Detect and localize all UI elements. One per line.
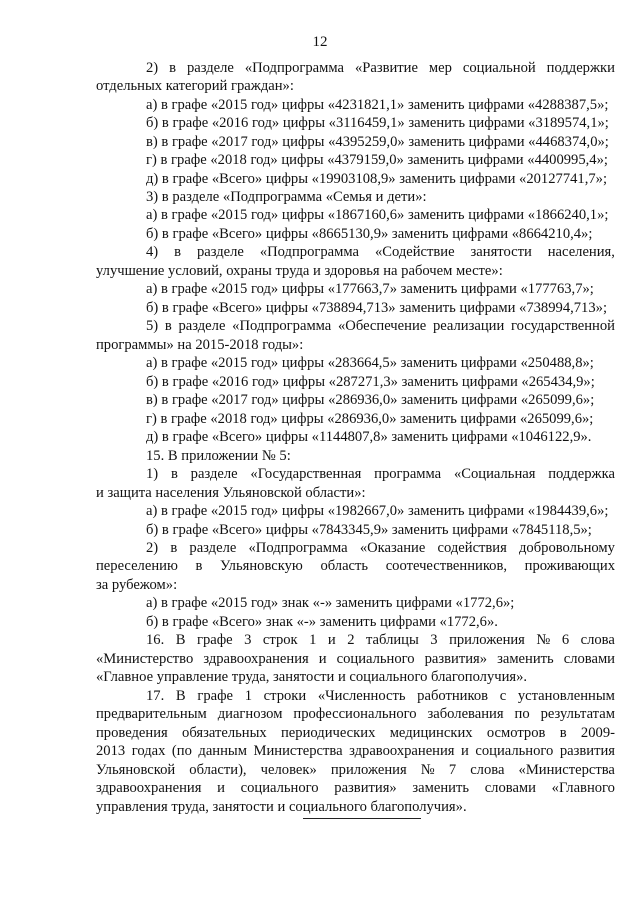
text-line: а) в графе «2015 год» цифры «1982667,0» заменить цифрами «1984439,6»; — [146, 503, 609, 519]
text-line: б) в графе «Всего» цифры «738894,713» заменить цифрами «738994,713»; — [146, 300, 607, 316]
text-line: г) в графе «2018 год» цифры «4379159,0» заменить цифрами «4400995,4»; — [146, 152, 608, 168]
text-line: 2) в разделе «Подпрограмма «Оказание содействия добровольному — [146, 540, 615, 556]
text-line: б) в графе «Всего» цифры «8665130,9» заменить цифрами «8664210,4»; — [146, 226, 593, 242]
text-line: 15. В приложении № 5: — [146, 448, 291, 464]
text-line: 16. В графе 3 строк 1 и 2 таблицы 3 приложения № 6 слова — [146, 632, 615, 648]
text-line: отдельных категорий граждан»: — [96, 78, 294, 94]
page-number: 12 — [312, 34, 328, 50]
text-line: в) в графе «2017 год» цифры «4395259,0» заменить цифрами «4468374,0»; — [146, 134, 609, 150]
text-line: управления труда, занятости и социального благополучия». — [96, 799, 467, 815]
text-line: а) в графе «2015 год» цифры «4231821,1» заменить цифрами «4288387,5»; — [146, 97, 609, 113]
text-line: 17. В графе 1 строки «Численность работников с установленным — [146, 688, 615, 704]
text-line: 3) в разделе «Подпрограмма «Семья и дети»: — [146, 189, 427, 205]
text-line: б) в графе «Всего» знак «-» заменить цифрами «1772,6». — [146, 614, 498, 630]
text-line: и защита населения Ульяновской области»: — [96, 485, 366, 501]
text-line: за рубежом»: — [96, 577, 178, 593]
text-line: г) в графе «2018 год» цифры «286936,0» заменить цифрами «265099,6»; — [146, 411, 594, 427]
text-line: д) в графе «Всего» цифры «1144807,8» заменить цифрами «1046122,9». — [146, 429, 592, 445]
text-line: а) в графе «2015 год» знак «-» заменить цифрами «1772,6»; — [146, 595, 515, 611]
text-line: проведения обязательных периодических медицинских осмотров в 2009- — [96, 725, 615, 741]
text-line: переселению в Ульяновскую область соотечественников, проживающих — [96, 558, 615, 574]
text-line: б) в графе «2016 год» цифры «287271,3» заменить цифрами «265434,9»; — [146, 374, 595, 390]
text-line: а) в графе «2015 год» цифры «1867160,6» заменить цифрами «1866240,1»; — [146, 207, 609, 223]
text-line: улучшение условий, охраны труда и здоровья на рабочем месте»: — [96, 263, 503, 279]
text-line: здравоохранения и социального развития» заменить словами «Главного — [96, 780, 615, 796]
text-line: в) в графе «2017 год» цифры «286936,0» заменить цифрами «265099,6»; — [146, 392, 595, 408]
text-line: б) в графе «Всего» цифры «7843345,9» заменить цифрами «7845118,5»; — [146, 522, 592, 538]
text-line: а) в графе «2015 год» цифры «283664,5» заменить цифрами «250488,8»; — [146, 355, 594, 371]
text-line: а) в графе «2015 год» цифры «177663,7» заменить цифрами «177763,7»; — [146, 281, 594, 297]
text-line: «Главное управление труда, занятости и социального благополучия». — [96, 669, 528, 685]
text-line: программы» на 2015-2018 годы»: — [96, 337, 304, 353]
text-line: 5) в разделе «Подпрограмма «Обеспечение реализации государственной — [146, 318, 615, 334]
text-line: 2013 годах (по данным Министерства здравоохранения и социального развития — [96, 743, 615, 759]
text-line: б) в графе «2016 год» цифры «3116459,1» заменить цифрами «3189574,1»; — [146, 115, 609, 131]
text-line: предварительным диагнозом профессионального заболевания по результатам — [96, 706, 615, 722]
text-line: «Министерство здравоохранения и социального развития» заменить словами — [96, 651, 615, 667]
text-line: 1) в разделе «Государственная программа «Социальная поддержка — [146, 466, 615, 482]
text-line: 2) в разделе «Подпрограмма «Развитие мер социальной поддержки — [146, 60, 615, 76]
text-line: д) в графе «Всего» цифры «19903108,9» заменить цифрами «20127741,7»; — [146, 171, 607, 187]
text-line: Ульяновской области), человек» приложения № 7 слова «Министерства — [96, 762, 615, 778]
text-line: 4) в разделе «Подпрограмма «Содействие занятости населения, — [146, 244, 615, 260]
footer-rule — [303, 818, 421, 819]
